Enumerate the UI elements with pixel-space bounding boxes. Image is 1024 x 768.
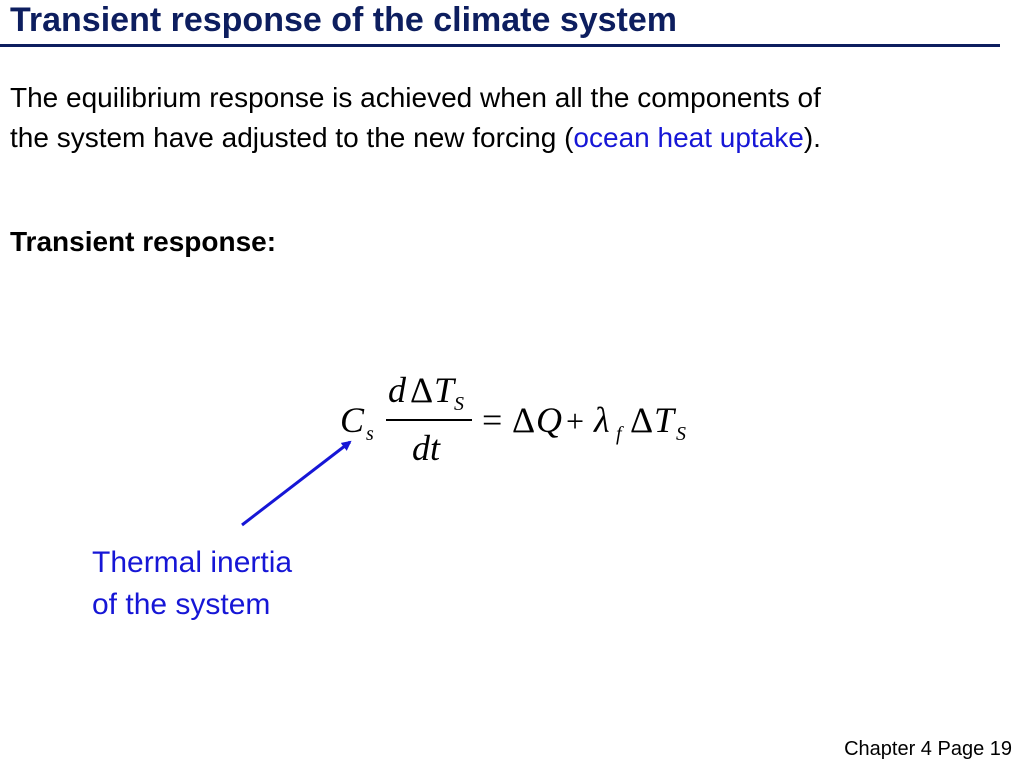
eq-equals: = <box>482 400 503 440</box>
slide-title: Transient response of the climate system <box>10 1 678 39</box>
eq-num-delta: Δ <box>410 370 434 410</box>
annotation-line-1: Thermal inertia <box>92 546 293 579</box>
eq-plus: + <box>566 403 585 439</box>
page-footer: Chapter 4 Page 19 <box>844 738 1012 760</box>
transient-equation <box>330 368 710 478</box>
eq-t-sub: S <box>676 423 686 445</box>
paragraph-line-2 <box>10 118 821 158</box>
eq-delta-t: Δ <box>630 400 654 440</box>
paragraph-line-2-start: the system have adjusted to the new forcing ( <box>10 122 574 153</box>
paragraph-line-1: The equilibrium response is achieved when all the components of <box>10 82 821 113</box>
eq-den: dt <box>412 428 441 468</box>
annotation-line-2: of the system <box>92 588 271 621</box>
title-divider <box>0 44 1000 47</box>
eq-lambda-sub: f <box>616 423 622 445</box>
eq-num-t: T <box>434 370 455 410</box>
eq-delta-q: Δ <box>512 400 536 440</box>
body-paragraph <box>10 78 821 158</box>
paragraph-line-2-end: ). <box>803 122 821 153</box>
eq-lambda: λ <box>594 400 610 440</box>
eq-q: Q <box>536 400 562 440</box>
eq-num-d: d <box>388 370 406 410</box>
eq-c-sub: s <box>366 423 374 445</box>
transient-response-heading: Transient response: <box>10 226 277 257</box>
eq-t: T <box>654 400 675 440</box>
thermal-inertia-annotation <box>92 542 292 626</box>
eq-num-t-sub: S <box>454 393 464 415</box>
eq-c: C <box>340 400 365 440</box>
ocean-heat-uptake-highlight: ocean heat uptake <box>573 122 804 153</box>
